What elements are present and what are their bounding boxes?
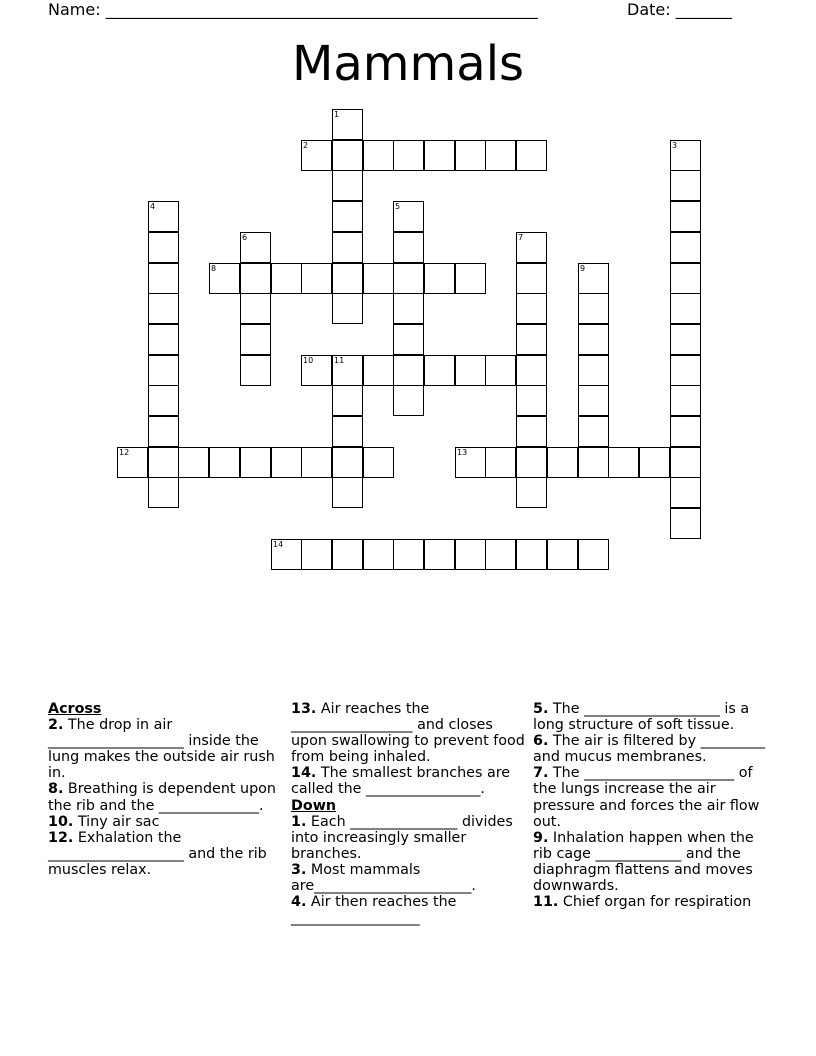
- crossword-cell[interactable]: [516, 232, 547, 263]
- clue-number: 2: [303, 141, 309, 150]
- crossword-cell[interactable]: [578, 447, 609, 478]
- crossword-cell[interactable]: [332, 416, 363, 447]
- crossword-cell[interactable]: [117, 447, 148, 478]
- crossword-cell[interactable]: [209, 263, 240, 294]
- crossword-cell[interactable]: [516, 447, 547, 478]
- crossword-cell[interactable]: [178, 447, 209, 478]
- clue-number: 1: [334, 110, 340, 119]
- crossword-cell[interactable]: [578, 355, 609, 386]
- clue-down-4: 4. Air then reaches the __________________: [291, 894, 457, 927]
- crossword-cell[interactable]: [455, 140, 486, 171]
- crossword-cell[interactable]: [301, 355, 332, 386]
- crossword-cell[interactable]: [516, 385, 547, 416]
- crossword-cell[interactable]: [363, 447, 394, 478]
- crossword-cell[interactable]: [670, 355, 701, 386]
- clue-number: 14: [273, 540, 284, 549]
- crossword-cell[interactable]: [516, 324, 547, 355]
- clue-number: 5: [395, 202, 401, 211]
- crossword-cell[interactable]: [393, 355, 424, 386]
- page-title: Mammals: [291, 36, 525, 92]
- crossword-cell[interactable]: [516, 416, 547, 447]
- crossword-cell[interactable]: [393, 263, 424, 294]
- clue-down-6: 6. The air is filtered by _________ and mucus membranes.: [533, 733, 765, 766]
- crossword-cell[interactable]: [209, 447, 240, 478]
- crossword-cell[interactable]: [516, 539, 547, 570]
- crossword-cell[interactable]: [148, 416, 179, 447]
- crossword-cell[interactable]: [148, 263, 179, 294]
- clue-across-2: 2. The drop in air ___________________ inside the lung makes the outside air rush in.: [48, 717, 275, 782]
- clue-number: 10: [303, 356, 314, 365]
- crossword-cell[interactable]: [240, 232, 271, 263]
- date-field[interactable]: [627, 0, 732, 19]
- crossword-cell[interactable]: [424, 355, 455, 386]
- crossword-cell[interactable]: [455, 447, 486, 478]
- crossword-cell[interactable]: [240, 324, 271, 355]
- crossword-cell[interactable]: [393, 201, 424, 232]
- crossword-cell[interactable]: [393, 324, 424, 355]
- crossword-cell[interactable]: [148, 324, 179, 355]
- crossword-cell[interactable]: [363, 355, 394, 386]
- crossword-cell[interactable]: [393, 293, 424, 324]
- crossword-cell[interactable]: [578, 416, 609, 447]
- crossword-cell[interactable]: [670, 416, 701, 447]
- clue-number: 6: [242, 233, 248, 242]
- crossword-cell[interactable]: [670, 201, 701, 232]
- clue-across-8: 8. Breathing is dependent upon the rib and the ______________.: [48, 781, 276, 814]
- name-label: Name:: [48, 0, 101, 19]
- crossword-cell[interactable]: [148, 201, 179, 232]
- crossword-cell[interactable]: [670, 447, 701, 478]
- crossword-cell[interactable]: [424, 263, 455, 294]
- clue-down-11: 11. Chief organ for respiration: [533, 894, 752, 911]
- crossword-cell[interactable]: [608, 447, 639, 478]
- crossword-cell[interactable]: [332, 447, 363, 478]
- crossword-cell[interactable]: [516, 140, 547, 171]
- date-blank: _______: [675, 0, 732, 19]
- name-blank: ______________________________________________________: [105, 0, 538, 19]
- crossword-cell[interactable]: [670, 232, 701, 263]
- crossword-cell[interactable]: [485, 355, 516, 386]
- clue-across-12: 12. Exhalation the ___________________ and the rib muscles relax.: [48, 829, 267, 878]
- crossword-cell[interactable]: [547, 539, 578, 570]
- clues-column-2: [291, 701, 527, 926]
- crossword-cell[interactable]: [148, 293, 179, 324]
- clue-number: 12: [119, 448, 130, 457]
- clue-down-5: 5. The ___________________ is a long structure of soft tissue.: [533, 701, 750, 734]
- crossword-cell[interactable]: [670, 140, 701, 171]
- clue-number: 3: [672, 141, 678, 150]
- crossword-cell[interactable]: [485, 447, 516, 478]
- clue-down-7: 7. The _____________________ of the lungs increase the air pressure and forces the air flow out.: [533, 765, 760, 830]
- crossword-cell[interactable]: [670, 263, 701, 294]
- crossword-cell[interactable]: [332, 539, 363, 570]
- crossword-cell[interactable]: [393, 232, 424, 263]
- clue-number: 4: [150, 202, 156, 211]
- clue-across-14: 14. The smallest branches are called the ________________.: [291, 765, 511, 798]
- crossword-cell[interactable]: [332, 385, 363, 416]
- crossword-cell[interactable]: [485, 539, 516, 570]
- clues-column-3: [533, 701, 769, 910]
- crossword-cell[interactable]: [455, 539, 486, 570]
- crossword-cell[interactable]: [516, 355, 547, 386]
- crossword-cell[interactable]: [240, 263, 271, 294]
- clue-number: 11: [334, 356, 345, 365]
- clue-number: 8: [211, 264, 217, 273]
- clue-down-1: 1. Each _______________ divides into increasingly smaller branches.: [291, 813, 513, 862]
- crossword-cell[interactable]: [271, 263, 302, 294]
- clue-number: 7: [518, 233, 524, 242]
- crossword-cell[interactable]: [578, 385, 609, 416]
- clue-number: 9: [580, 264, 586, 273]
- crossword-cell[interactable]: [332, 293, 363, 324]
- date-label: Date:: [627, 0, 671, 19]
- crossword-cell[interactable]: [547, 447, 578, 478]
- crossword-cell[interactable]: [424, 140, 455, 171]
- clue-across-10: 10. Tiny air sac: [48, 813, 160, 830]
- crossword-cell[interactable]: [271, 447, 302, 478]
- crossword-cell[interactable]: [301, 140, 332, 171]
- crossword-cell[interactable]: [148, 385, 179, 416]
- crossword-cell[interactable]: [639, 447, 670, 478]
- crossword-cell[interactable]: [670, 508, 701, 539]
- crossword-cell[interactable]: [455, 355, 486, 386]
- crossword-cell[interactable]: [485, 140, 516, 171]
- crossword-cell[interactable]: [240, 293, 271, 324]
- name-field[interactable]: [48, 0, 538, 19]
- crossword-cell[interactable]: [670, 477, 701, 508]
- crossword-cell[interactable]: [301, 539, 332, 570]
- crossword-cell[interactable]: [301, 447, 332, 478]
- crossword-cell[interactable]: [240, 447, 271, 478]
- crossword-cell[interactable]: [332, 170, 363, 201]
- crossword-cell[interactable]: [332, 109, 363, 140]
- crossword-cell[interactable]: [670, 385, 701, 416]
- clue-number: 13: [457, 448, 468, 457]
- crossword-cell[interactable]: [332, 232, 363, 263]
- crossword-cell[interactable]: [516, 263, 547, 294]
- crossword-cell[interactable]: [424, 539, 455, 570]
- crossword-cell[interactable]: [332, 201, 363, 232]
- crossword-cell[interactable]: [148, 477, 179, 508]
- crossword-cell[interactable]: [148, 232, 179, 263]
- crossword-cell[interactable]: [332, 355, 363, 386]
- crossword-cell[interactable]: [393, 385, 424, 416]
- crossword-cell[interactable]: [301, 263, 332, 294]
- crossword-cell[interactable]: [148, 447, 179, 478]
- crossword-cell[interactable]: [578, 263, 609, 294]
- crossword-cell[interactable]: [670, 293, 701, 324]
- crossword-cell[interactable]: [516, 477, 547, 508]
- crossword-cell[interactable]: [271, 539, 302, 570]
- clues-column-1: [48, 701, 276, 878]
- crossword-cell[interactable]: [393, 140, 424, 171]
- crossword-cell[interactable]: [393, 539, 424, 570]
- crossword-cell[interactable]: [670, 170, 701, 201]
- crossword-cell[interactable]: [332, 263, 363, 294]
- clue-down-3: 3. Most mammals are______________________.: [291, 861, 476, 895]
- crossword-cell[interactable]: [363, 263, 394, 294]
- clue-down-9: 9. Inhalation happen when the rib cage ____________ and the diaphragm flattens and moves downwards.: [533, 829, 754, 895]
- crossword-cell[interactable]: [578, 324, 609, 355]
- crossword-cell[interactable]: [670, 324, 701, 355]
- clue-across-13: 13. Air reaches the _________________ and closes upon swallowing to prevent food from being inhaled.: [291, 701, 525, 766]
- crossword-cell[interactable]: [148, 355, 179, 386]
- crossword-cell[interactable]: [516, 293, 547, 324]
- crossword-cell[interactable]: [240, 355, 271, 386]
- crossword-cell[interactable]: [363, 140, 394, 171]
- crossword-cell[interactable]: [578, 293, 609, 324]
- crossword-cell[interactable]: [578, 539, 609, 570]
- down-heading: Down: [291, 797, 337, 814]
- crossword-cell[interactable]: [332, 477, 363, 508]
- crossword-cell[interactable]: [363, 539, 394, 570]
- crossword-cell[interactable]: [332, 140, 363, 171]
- crossword-cell[interactable]: [455, 263, 486, 294]
- across-heading: Across: [48, 701, 102, 717]
